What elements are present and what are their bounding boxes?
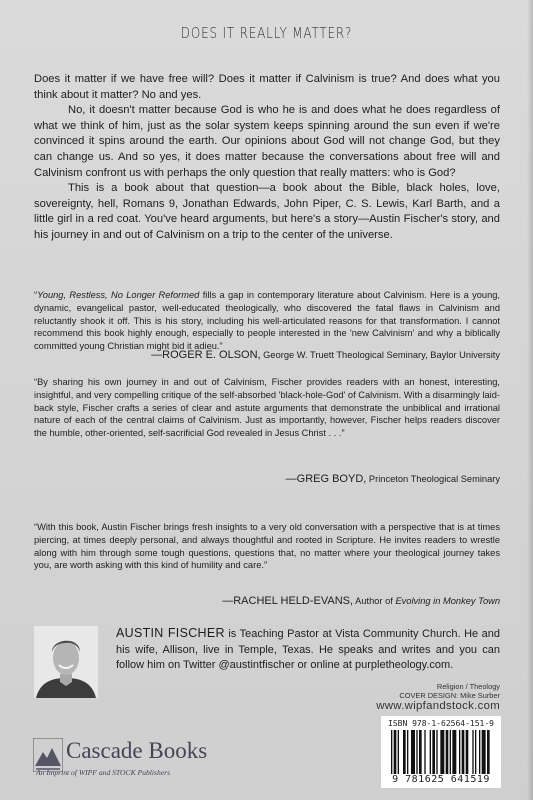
endorser-book-title: Evolving in Monkey Town <box>395 596 500 606</box>
barcode-bar <box>452 730 456 774</box>
endorsement-text: “With this book, Austin Fischer brings fresh insights to a very old conversation with a perspective that is at times piercing, at times deeply personal, and always thoughtful and rooted in Scripture. He invites readers to wrestle along with him through some tough questions, questions that, no matter where your theological journey takes you, are worth asking with this kind of humility and care.” <box>34 522 500 571</box>
author-bio-text: is Teaching Pastor at Vista Community Church. He and his wife, Allison, live in Temple, Texas. He speaks and writes and you can follow him on Twitter @austintfischer or online at purpletheology.com. <box>116 628 501 672</box>
barcode-bar <box>430 730 431 774</box>
category-credits <box>399 682 500 700</box>
endorsement-held-evans <box>34 521 500 572</box>
barcode-bar <box>416 730 417 774</box>
endorser-boyd <box>286 473 500 485</box>
author-bio <box>116 626 500 674</box>
endorser-held-evans <box>222 595 500 607</box>
barcode-bar <box>487 730 490 774</box>
barcode-bar <box>436 730 437 774</box>
endorser-name: —RACHEL HELD-EVANS, <box>222 595 354 607</box>
endorsed-book-title: Young, Restless, No Longer Reformed <box>37 290 200 300</box>
publisher-mountain-icon <box>33 738 63 772</box>
description-paragraph-2: No, it doesn't matter because God is who he is and does what he does regardless of what we think of him, just as the solar system keeps spinning around the sun even if we're convinced it spins around the earth. Our opinions about God will not change God, but they can change us. And so yes, it does matter because the conversations about free will and Calvinism confront us with perhaps the only question that really matters: who is God? <box>34 104 500 179</box>
barcode-bar <box>479 730 480 774</box>
description-text <box>34 72 500 244</box>
author-photo <box>34 626 98 698</box>
endorsement-text: fills a gap in contemporary literature about Calvinism. Here is a young, dynamic, evangelical pastor, well-educated theologically, who discovered the fatal flaws in Calvinism and reluctantly shook it off. This is his story, including his well-articulated reasons for that transformation. I cannot recommend this book highly enough, especially to people interested in the 'new Calvinism' and why a biblically committed young Christian might bid it adieu.” <box>34 290 500 352</box>
isbn-barcode <box>381 716 501 788</box>
endorser-affiliation-prefix: Author of <box>353 596 396 606</box>
barcode-bar <box>482 730 486 774</box>
barcode-bar <box>440 730 444 774</box>
endorser-affiliation: Princeton Theological Seminary <box>366 474 500 484</box>
endorser-name: —GREG BOYD, <box>285 473 367 485</box>
barcode-bar <box>459 730 460 774</box>
endorsement-text: “By sharing his own journey in and out of Calvinism, Fischer provides readers with an honest, interesting, insightful, and very compelling critique of the self-absorbed 'black-hole-God' of Calvinism. With a disarmingly laid-back style, Fischer crafts a series of clear and astute arguments that demonstrate the unbiblical and irrational nature of each of the central claims of Calvinism. Just as importantly, however, Fischer helps readers discover the humble, other-oriented, self-sacrificial God revealed in Jesus Christ . . .” <box>34 377 500 439</box>
cover-heading: DOES IT REALLY MATTER? <box>180 24 353 42</box>
endorsement-olson: “Young, Restless, No Longer Reformed fills a gap in contemporary literature about Calvinism. Here is a young, dynamic, evangelical pastor, well-educated theologically, who discovered the fatal flaws in Calvinism and reluctantly shook it off. This is his story, including his well-articulated reasons for that transformation. I cannot recommend this book highly enough, especially to people interested in the 'new Calvinism' and why a biblically committed young Christian might bid it adieu.” <box>34 290 500 352</box>
publisher-imprint: An Imprint of WIPF and STOCK Publishers <box>36 768 171 777</box>
endorser-olson <box>151 349 500 361</box>
description-paragraph-3: This is a book about that question—a book about the Bible, black holes, love, sovereignty, hell, Romans 9, Jonathan Edwards, John Piper, C. S. Lewis, Karl Barth, and a little girl in a red coat. You've heard arguments, but here's a story—Austin Fischer's story, and his journey in and out of Calvinism on a trip to the center of the universe. <box>34 182 500 241</box>
publisher-logo-name: Cascade Books <box>66 738 208 763</box>
barcode-bars <box>391 730 491 774</box>
barcode-bar <box>462 730 465 774</box>
cover-design-credit: COVER DESIGN: Mike Surber <box>399 691 500 700</box>
barcode-bar <box>466 730 469 774</box>
endorser-affiliation: George W. Truett Theological Seminary, Baylor University <box>260 350 500 360</box>
barcode-bar <box>475 730 476 774</box>
barcode-bar <box>394 730 397 774</box>
barcode-bar <box>411 730 415 774</box>
barcode-bar <box>450 730 451 774</box>
endorsement-boyd <box>34 376 500 440</box>
barcode-bar <box>432 730 435 774</box>
barcode-bar <box>424 730 425 774</box>
barcode-number: 9 781625 641519 <box>392 774 490 785</box>
barcode-bar <box>446 730 449 774</box>
spine-shadow <box>527 0 533 800</box>
barcode-bar <box>407 730 408 774</box>
author-name: AUSTIN FISCHER <box>116 626 225 640</box>
category-label: Religion / Theology <box>436 682 500 691</box>
endorser-name: —ROGER E. OLSON, <box>151 349 261 361</box>
barcode-bar <box>403 730 406 774</box>
barcode-bar <box>391 730 392 774</box>
barcode-bar <box>472 730 473 774</box>
isbn-label: ISBN 978-1-62564-151-9 <box>388 719 494 728</box>
barcode-bar <box>419 730 422 774</box>
publisher-website: www.wipfandstock.com <box>376 700 500 712</box>
description-paragraph-1: Does it matter if we have free will? Does it matter if Calvinism is true? And does what you think about it matter? No and yes. <box>34 73 500 101</box>
barcode-bar <box>398 730 399 774</box>
